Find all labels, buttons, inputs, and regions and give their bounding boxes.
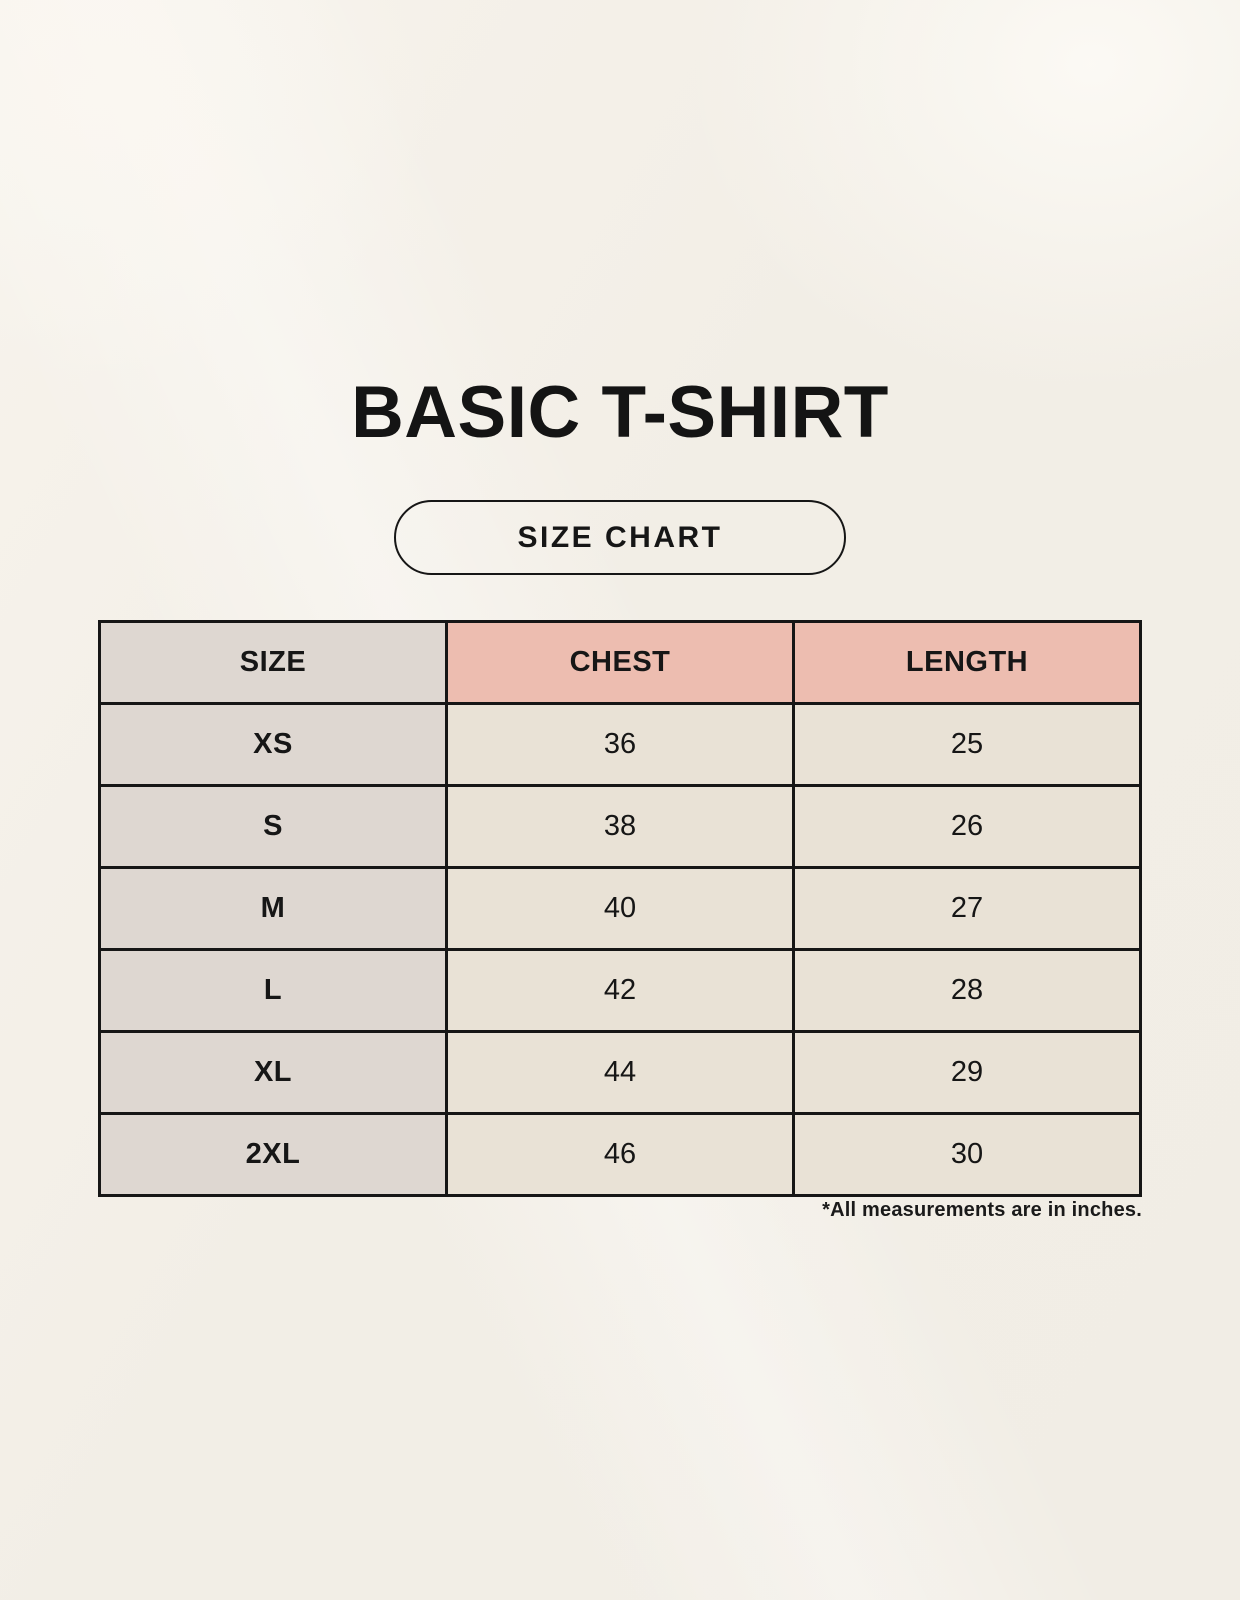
chest-value: 40 <box>447 868 794 950</box>
size-label: XL <box>100 1032 447 1114</box>
page-title: BASIC T-SHIRT <box>351 372 889 453</box>
table-row <box>100 786 1141 868</box>
chest-value: 38 <box>447 786 794 868</box>
chest-value: 42 <box>447 950 794 1032</box>
chest-value: 46 <box>447 1114 794 1196</box>
length-value: 26 <box>794 786 1141 868</box>
length-value: 27 <box>794 868 1141 950</box>
size-label: XS <box>100 704 447 786</box>
size-chart-table <box>98 620 1142 1197</box>
table-row <box>100 1114 1141 1196</box>
size-chart-table-container <box>98 620 1142 1197</box>
size-label: 2XL <box>100 1114 447 1196</box>
table-row <box>100 868 1141 950</box>
size-label: M <box>100 868 447 950</box>
length-value: 29 <box>794 1032 1141 1114</box>
size-chart-badge-label: SIZE CHART <box>517 520 723 554</box>
size-chart-badge <box>394 500 846 575</box>
table-row <box>100 1032 1141 1114</box>
column-header-length: LENGTH <box>794 622 1141 704</box>
chest-value: 44 <box>447 1032 794 1114</box>
table-row <box>100 950 1141 1032</box>
length-value: 30 <box>794 1114 1141 1196</box>
measurements-footnote: *All measurements are in inches. <box>822 1199 1142 1221</box>
length-value: 25 <box>794 704 1141 786</box>
header-row <box>100 622 1141 704</box>
chest-value: 36 <box>447 704 794 786</box>
length-value: 28 <box>794 950 1141 1032</box>
column-header-chest: CHEST <box>447 622 794 704</box>
size-label: S <box>100 786 447 868</box>
table-row <box>100 704 1141 786</box>
column-header-size: SIZE <box>100 622 447 704</box>
size-label: L <box>100 950 447 1032</box>
